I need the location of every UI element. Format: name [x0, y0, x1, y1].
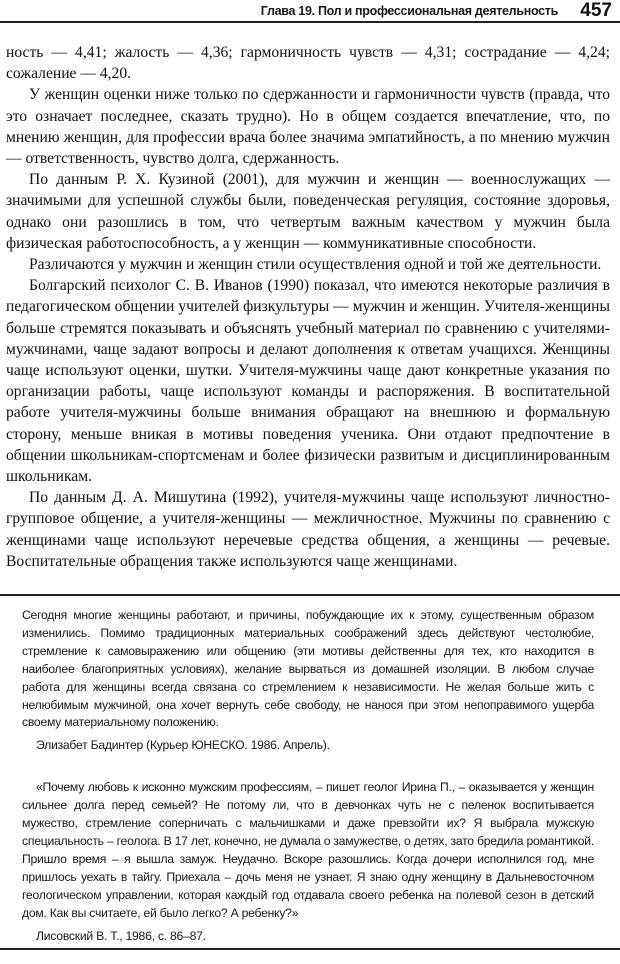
quote-text: «Почему любовь к исконно мужским профессиям, – пишет геолог Ирина П., – оказывается у женщин сильнее долга перед семьей? Не потому ли, что в девчонках чуть не с пеленок воспитывается мужество, стремление соперничать с мальчишками и даже превзойти их? Я выбрала мужскую специальность – геолога. В 17 лет, конечно, не думала о замужестве, о детях, зато бредила романтикой. Пришло время – я вышла замуж. Неудачно. Вскоре разошлись. Когда дочери исполнился год, мне пришлось уехать в тайгу. Приехала – дочь меня не узнает. Я знаю одну женщину в Дальневосточном геологическом управлении, которая каждый год отдавала своего ребенка на полевой сезон в детский дом. Как вы считаете, ей было легко? А ребенку?» [22, 780, 594, 920]
paragraph: По данным Д. А. Мишутина (1992), учителя-мужчины чаще используют личностно-групповое общение, а учителя-женщины — межличностное. Мужчины по сравнению с женщинами чаще используют неречевые средства общения, а женщины — речевые. Воспитательные обращения также используются чаще женщинами. [6, 489, 610, 570]
main-text [6, 42, 610, 572]
quote-text: Сегодня многие женщины работают, и причины, побуждающие их к этому, существенным образом изменились. Помимо традиционных материальных соображений здесь действуют честолюбие, стремление к самовыражению или общению (эти мотивы действенны для тех, кто находится в наиболее благоприятных условиях), желание вырваться из домашней изоляции. В любом случае работа для женщины всегда связана со стремлением к независимости. Не желая больше жить с нелюбимым мужчиной, она хочет вернуть себе свободу, не нанося при этом непоправимого ущерба своему материальному положению. [22, 608, 594, 730]
paragraph: По данным Р. Х. Кузиной (2001), для мужчин и женщин — военнослужащих — значимыми для успешной службы были, поведенческая регуляция, состояние здоровья, однако они разошлись в том, что четвертым важным качеством у мужчин была физическая работоспособность, а у женщин — коммуникативные способности. [6, 171, 610, 252]
header-rule [0, 21, 620, 23]
page-number: 457 [580, 0, 612, 21]
box-bottom-rule [0, 948, 620, 950]
page-header [0, 0, 620, 24]
quote-source: Элизабет Бадинтер (Курьер ЮНЕСКО. 1986. Апрель). [36, 738, 330, 753]
quote-source: Лисовский В. Т., 1986, с. 86–87. [36, 928, 206, 943]
box-top-rule [0, 594, 620, 596]
paragraph: У женщин оценки ниже только по сдержанности и гармоничности чувств (правда, что это означает последнее, сказать трудно). Но в общем создается впечатление, что, по мнению женщин, для профессии врача более значима эмпатийность, а по мнению мужчин — ответственность, чувство долга, сдержанность. [6, 86, 610, 168]
paragraph: Болгарский психолог С. В. Иванов (1990) показал, что имеются некоторые различия в педагогическом общении учителей физкультуры — мужчин и женщин. Учителя-женщины больше стремятся показывать и объяснять учебный материал по сравнению с учителями-мужчинами, чаще задают вопросы и делают дополнения к ответам учащихся. Женщины чаще используют оценки, шутки. Учителя-мужчины чаще дают конкретные указания по организации работы, чаще используют команды и распоряжения. В воспитательной работе учителя-мужчины больше внимания обращают на внешнюю и формальную сторону, меньше вникая в мотивы поведения ученика. Они отдают предпочтение в общении школьникам-спортсменам и более физически развитым и дисциплинированным школьникам. [6, 277, 610, 486]
paragraph: Различаются у мужчин и женщин стили осуществления одной и той же деятельности. [29, 256, 602, 274]
paragraph: ность — 4,41; жалость — 4,36; гармоничность чувств — 4,31; сострадание — 4,24; сожаление — 4,20. [6, 44, 610, 83]
quote-box [22, 607, 594, 945]
spacer [22, 755, 594, 779]
chapter-title: Глава 19. Пол и профессиональная деятельность [260, 4, 558, 18]
